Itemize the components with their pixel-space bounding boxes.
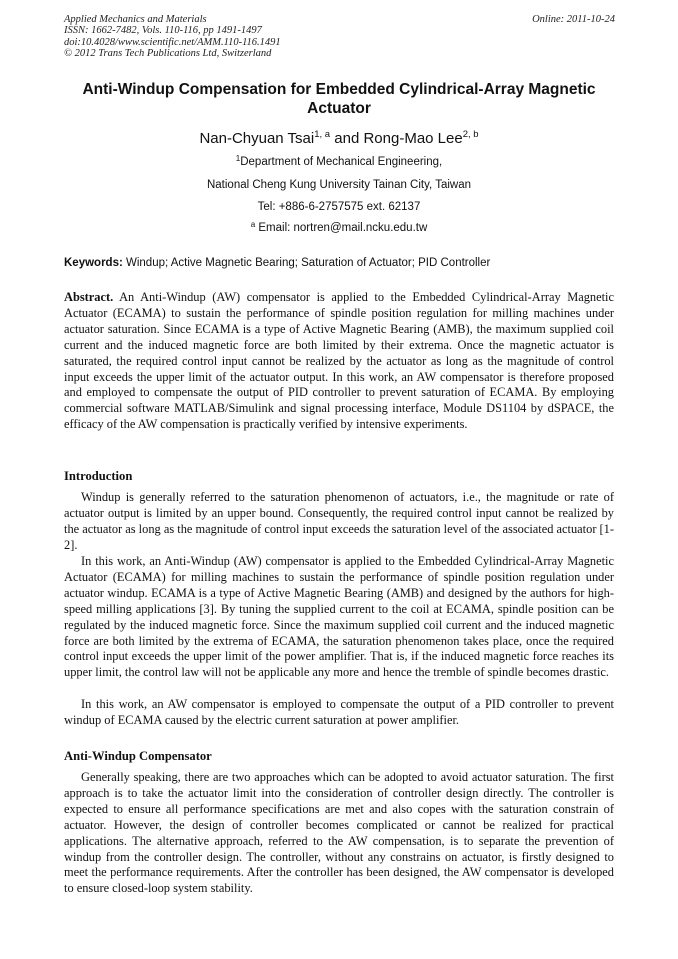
author-connector: and: [330, 130, 364, 147]
author-2-affil-mark: 2, b: [462, 129, 479, 140]
doi-line: doi:10.4028/www.scientific.net/AMM.110-116.1491: [64, 36, 281, 48]
title-line-1: Anti-Windup Compensation for Embedded Cylindrical-Array Magnetic: [82, 81, 596, 98]
keywords: [64, 256, 616, 270]
issn-line: ISSN: 1662-7482, Vols. 110-116, pp 1491-1497: [64, 25, 262, 37]
keywords-text: Windup; Active Magnetic Bearing; Saturation of Actuator; PID Controller: [122, 257, 491, 269]
affiliation-email: $^a$ Email: nortren@mail.ncku.edu.tw: [250, 220, 428, 234]
intro-paragraph-1: Windup is generally referred to the saturation phenomenon of actuators, i.e., the magnitude or rate of actuator output is limited by an upper bound. Consequently, the required control input cannot be realized by the actuator as long as the magnitude of control input exceeds the saturation level of the associated actuator [1-2].: [64, 490, 614, 552]
abstract-label: Abstract.: [64, 290, 114, 304]
abstract-text: An Anti-Windup (AW) compensator is applied to the Embedded Cylindrical-Array Magnetic Actuator (ECAMA) to sustain the performance of spindle position regulation for milling machines under actuator saturation. Since ECAMA is a type of Active Magnetic Bearing (AMB), the maximum supplied coil current and the induced magnetic force are both limited by their extrema. Once the magnetic actuator is saturated, the required control input cannot be realized by the actuator as long as the magnitude of control input exceeds the upper limit of the actuator output. In this work, an AW compensator is therefore proposed and employed to compensate the output of PID controller to prevent saturation of ECAMA. By employing commercial software MATLAB/Simulink and signal processing interface, Module DS1104 by dSPACE, the efficacy of the AW compensation is practically verified by intensive experiments.: [64, 290, 614, 432]
paper-title: [60, 80, 618, 118]
author-list: [60, 130, 618, 148]
author-1-affil-mark: 1, a: [314, 129, 331, 140]
aw-paragraph-1: Generally speaking, there are two approaches which can be adopted to avoid actuator saturation. The first approach is to take the actuator limit into the consideration of controller design directly. The controller is expected to ensure all performance specifications are met and also copes with the saturation constrain of actuator. However, the design of controller becomes complicated or cannot be realized for practical applications. The alternative approach, referred to the AW compensation, is to separate the prevention of windup from the controller design. The controller, without any constrains on actuator, is firstly designed to meet the performance requirements. After the controller has been designed, the AW compensator is developed to ensure closed-loop system stability.: [64, 770, 614, 896]
title-line-2: Actuator: [307, 100, 371, 117]
intro-paragraph-3: In this work, an AW compensator is employed to compensate the output of a PID controller to prevent windup of ECAMA caused by the electric current saturation at power amplifier.: [64, 697, 614, 727]
intro-paragraph-2: In this work, an Anti-Windup (AW) compensator is applied to the Embedded Cylindrical-Array Magnetic Actuator (ECAMA) for milling machines to sustain the performance of spindle position regulation under actuator windup. ECAMA is a type of Active Magnetic Bearing (AMB) and designed by the authors for high-speed milling applications [3]. By tuning the supplied current to the coil at ECAMA, spindle position can be regulated by the induced magnetic force. Since the maximum supplied coil current and the induced magnetic force are both limited by the extrema of ECAMA, the saturation phenomenon takes place, once the required control input exceeds the upper limit of the power amplifier. That is, if the induced magnetic force reaches its upper limit, the control law will not be applicable any more and hence the tremble of spindle becomes drastic.: [64, 554, 614, 680]
author-1: Nan-Chyuan Tsai: [199, 130, 315, 147]
online-date: Online: 2011-10-24: [532, 14, 615, 25]
copyright-line: © 2012 Trans Tech Publications Ltd, Switzerland: [64, 48, 272, 60]
affiliation-mark-1: 1: [235, 154, 241, 163]
affiliation-mark-a: a: [250, 220, 256, 229]
keywords-label: Keywords:: [64, 257, 123, 269]
author-2: Rong-Mao Lee: [363, 130, 463, 147]
affiliation-department: $^1$Department of Mechanical Engineering,: [235, 154, 443, 168]
section-heading-anti-windup: Anti-Windup Compensator: [64, 749, 212, 763]
journal-name: Applied Mechanics and Materials: [64, 14, 207, 25]
abstract-paragraph: [64, 290, 614, 433]
affiliation-tel: Tel: +886-6-2757575 ext. 62137: [257, 201, 421, 213]
affiliation-university: National Cheng Kung University Tainan City, Taiwan: [206, 179, 471, 191]
section-heading-introduction: Introduction: [64, 469, 133, 483]
